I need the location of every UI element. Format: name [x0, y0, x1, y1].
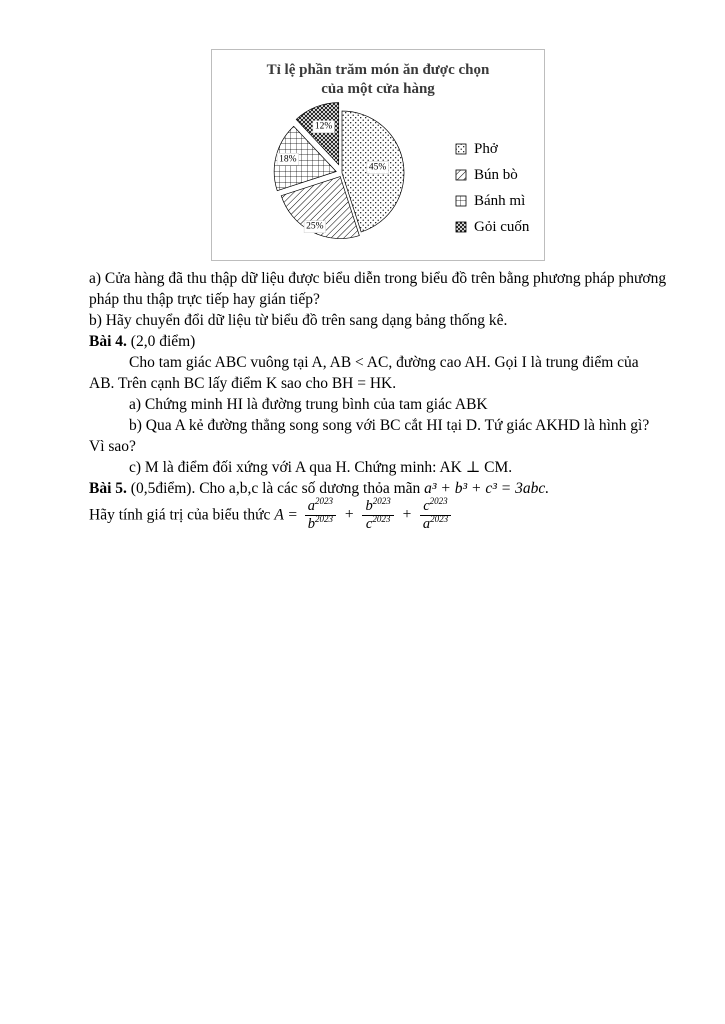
bai5-intro: (0,5điểm). Cho a,b,c là các số dương thỏa mãn: [126, 480, 425, 497]
pie-chart-figure: [211, 49, 545, 261]
fraction-2-numerator: $b^{2023}$: [362, 499, 393, 516]
bai5-formula: [89, 496, 667, 533]
pie-data-label-2: 18%: [279, 154, 297, 165]
question-b: b) Hãy chuyển đổi dữ liệu từ biểu đồ trên sang dạng bảng thống kê.: [89, 312, 508, 329]
pie-data-label-0: 45%: [368, 162, 387, 173]
bai4-item-b: b) Qua A kẻ đường thẳng song song với BC cắt HI tại D. Tứ giác AKHD là hình gì? Vì sao?: [89, 417, 650, 455]
legend-label: Gỏi cuốn: [474, 218, 530, 235]
fraction-3-numerator: $c^{2023}$: [420, 499, 450, 516]
formula-lhs: A =: [274, 506, 298, 524]
fraction-1-numerator: $a^{2023}$: [305, 499, 336, 516]
bai5-label: Bài 5.: [89, 480, 127, 497]
bai4-label: Bài 4.: [89, 333, 127, 350]
fraction-2-denominator: $c^{2023}$: [365, 514, 391, 533]
legend-item-0: [455, 136, 529, 162]
legend-marker-icon: [455, 195, 468, 208]
legend-label: Bún bò: [474, 166, 518, 183]
chart-title-line1: Tỉ lệ phần trăm món ăn được chọn: [266, 62, 490, 78]
fraction-3-denominator: $a^{2023}$: [422, 514, 449, 533]
legend-item-3: [455, 214, 529, 240]
legend-item-2: [455, 188, 529, 214]
question-a: a) Cửa hàng đã thu thập dữ liệu được biểu diễn trong biểu đồ trên bằng phương pháp phương pháp thu thập trực tiếp hay gián tiếp?: [89, 270, 667, 308]
document-text: [89, 268, 667, 532]
legend-marker-icon: [455, 169, 468, 182]
plus-sign-2: +: [402, 506, 412, 524]
bai4-points: (2,0 điểm): [126, 333, 196, 350]
fraction-3: [420, 496, 450, 533]
legend-item-1: [455, 162, 529, 188]
fraction-1-denominator: $b^{2023}$: [307, 514, 333, 533]
plus-sign-1: +: [344, 506, 354, 524]
chart-title-line2: của một cửa hàng: [321, 81, 435, 97]
bai5-condition: a³ + b³ + c³ = 3abc.: [424, 480, 550, 497]
bai4-item-c: c) M là điểm đối xứng với A qua H. Chứng minh: AK ⊥ CM.: [129, 459, 513, 476]
bai5-prompt: Hãy tính giá trị của biểu thức: [89, 506, 275, 524]
bai4-heading: [89, 331, 667, 352]
pie-data-label-3: 12%: [314, 121, 333, 132]
legend-marker-icon: [455, 143, 468, 156]
legend-marker-icon: [455, 221, 468, 234]
bai4-item-a: a) Chứng minh HI là đường trung bình của tam giác ABK: [129, 396, 488, 413]
chart-title: [212, 50, 544, 99]
bai4-intro: Cho tam giác ABC vuông tại A, AB < AC, đường cao AH. Gọi I là trung điểm của AB. Trên cạnh BC lấy điểm K sao cho BH = HK.: [89, 354, 639, 392]
fraction-1: [305, 496, 336, 533]
chart-legend: [455, 136, 529, 240]
pie-data-label-1: 25%: [306, 221, 324, 232]
legend-label: Bánh mì: [474, 192, 526, 209]
pie-chart: [252, 94, 442, 256]
legend-label: Phở: [474, 140, 498, 157]
fraction-2: [362, 496, 393, 533]
